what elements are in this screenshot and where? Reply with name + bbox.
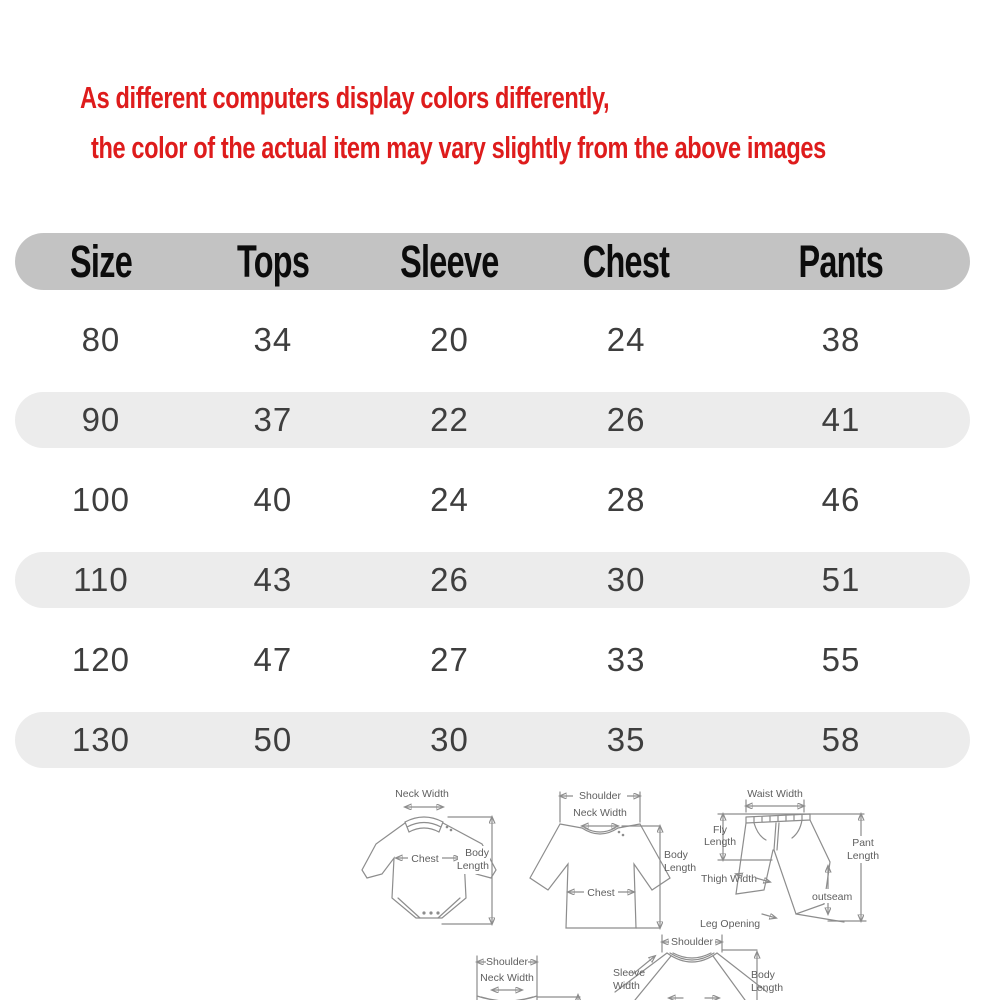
- cell-sleeve: 24: [430, 481, 469, 518]
- color-disclaimer-line1: As different computers display colors differently,: [80, 80, 610, 115]
- table-row: [15, 472, 970, 528]
- shirt-partial-measure-diagram: [450, 952, 595, 1000]
- leg-opening-arrow: [762, 914, 776, 918]
- svg-text:Length: Length: [456, 860, 489, 872]
- cell-chest: 30: [606, 561, 646, 598]
- cell-sleeve: 20: [430, 321, 469, 358]
- neck-width-label: Neck Width: [395, 788, 449, 800]
- cell-size: 80: [81, 321, 121, 358]
- thigh-width-label: Thigh Width: [701, 873, 758, 885]
- size-table-header: [15, 233, 970, 290]
- cell-chest: 24: [606, 321, 646, 358]
- cell-pants: 51: [821, 561, 861, 598]
- cell-size: 100: [71, 481, 130, 518]
- pants-measure-diagram: [698, 786, 898, 938]
- cell-chest: 26: [606, 401, 646, 438]
- waist-width-label: Waist Width: [747, 788, 803, 800]
- neck-width-label: Neck Width: [573, 807, 627, 819]
- cell-pants: 55: [821, 641, 861, 678]
- header-pants: Pants: [798, 236, 884, 287]
- chest-label: Chest: [587, 887, 615, 899]
- cell-pants: 58: [821, 721, 861, 758]
- neck-width-label: Neck Width: [480, 972, 534, 984]
- svg-text:Length: Length: [703, 836, 737, 848]
- body-length-label: Body: [751, 969, 775, 981]
- cell-size: 110: [73, 561, 129, 598]
- cell-sleeve: 26: [430, 561, 469, 598]
- sleeve-width-label: Sleeve: [613, 967, 646, 979]
- body-length-label: Body: [465, 847, 489, 859]
- cell-sleeve: 22: [430, 401, 469, 438]
- svg-text:Length: Length: [664, 862, 697, 874]
- header-sleeve: Sleeve: [400, 236, 499, 287]
- cell-sleeve: 30: [430, 721, 469, 758]
- body-length-label: Body: [664, 849, 688, 861]
- header-tops: Tops: [236, 236, 309, 287]
- header-chest: Chest: [582, 236, 670, 287]
- table-row: [15, 632, 970, 688]
- size-table-body: [15, 312, 970, 768]
- color-disclaimer-line2: the color of the actual item may vary slightly from the above images: [91, 130, 826, 165]
- svg-text:Length: Length: [751, 982, 784, 994]
- fly-length-label: Fly: [713, 824, 727, 836]
- svg-text:Length: Length: [846, 850, 880, 862]
- cell-tops: 50: [253, 721, 293, 758]
- raglan-partial-measure-diagram: [605, 930, 790, 1000]
- tshirt-measure-diagram: [518, 786, 708, 936]
- shoulder-label: Shoulder: [670, 936, 714, 948]
- cell-size: 90: [81, 401, 121, 438]
- size-table: [15, 233, 970, 792]
- table-row: [15, 312, 970, 368]
- cell-sleeve: 27: [430, 641, 469, 678]
- cell-pants: 46: [821, 481, 861, 518]
- cell-size: 120: [71, 641, 130, 678]
- thigh-width-arrow: [756, 878, 770, 882]
- cell-pants: 38: [821, 321, 861, 358]
- header-size: Size: [69, 236, 132, 287]
- shoulder-label: Shoulder: [578, 790, 622, 802]
- outseam-label: outseam: [812, 891, 853, 903]
- shoulder-label: Shoulder: [485, 956, 529, 968]
- cell-chest: 33: [606, 641, 646, 678]
- cell-chest: 35: [606, 721, 646, 758]
- pant-length-label: Pant: [852, 837, 874, 849]
- svg-text:Width: Width: [613, 980, 640, 992]
- table-row: [15, 552, 970, 608]
- cell-size: 130: [71, 721, 130, 758]
- chest-label: Chest: [411, 853, 439, 865]
- table-row: [15, 712, 970, 768]
- cell-pants: 41: [821, 401, 861, 438]
- cell-tops: 47: [253, 641, 293, 678]
- leg-opening-label: Leg Opening: [700, 918, 761, 930]
- bodysuit-measure-diagram: [352, 786, 524, 936]
- cell-tops: 37: [253, 401, 293, 438]
- cell-tops: 34: [253, 321, 293, 358]
- cell-tops: 43: [253, 561, 293, 598]
- table-row: [15, 392, 970, 448]
- cell-tops: 40: [253, 481, 293, 518]
- cell-chest: 28: [606, 481, 646, 518]
